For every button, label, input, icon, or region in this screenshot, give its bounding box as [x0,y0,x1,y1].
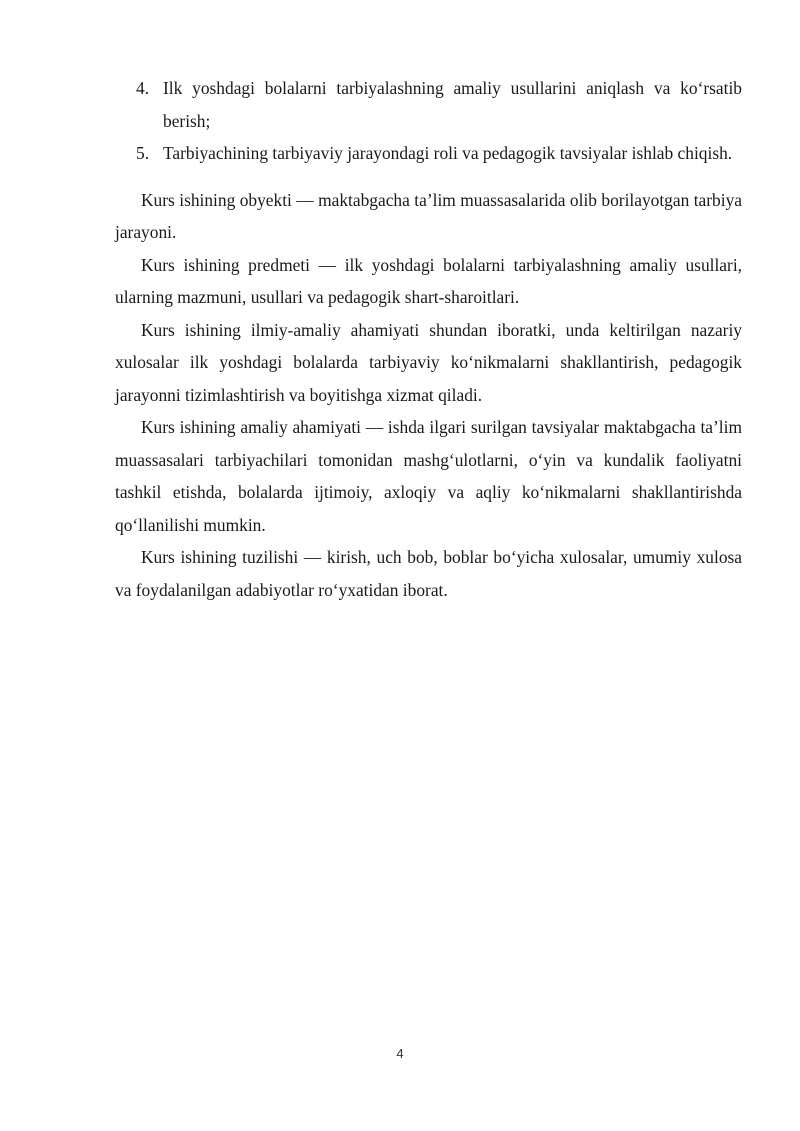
paragraph-scientific-significance: Kurs ishining ilmiy-amaliy ahamiyati shundan iboratki, unda keltirilgan nazariy xulosalar ilk yoshdagi bolalarda tarbiyaviy ko‘nikmalarni shakllantirish, pedagogik jarayonni tizimlashtirish va boyitishga xizmat qiladi. [115,319,742,405]
task-list [115,72,742,170]
page-content [115,72,742,606]
paragraph-structure: Kurs ishining tuzilishi — kirish, uch bob, boblar bo‘yicha xulosalar, umumiy xulosa va foydalanilgan adabiyotlar ro‘yxatidan iborat. [115,547,742,600]
paragraph-subject: Kurs ishining predmeti — ilk yoshdagi bolalarni tarbiyalashning amaliy usullari, ularning mazmuni, usullari va pedagogik shart-sharoitlari. [115,254,742,307]
list-item-text: Tarbiyachining tarbiyaviy jarayondagi roli va pedagogik tavsiyalar ishlab chiqish. [163,143,733,163]
list-item-text: Ilk yoshdagi bolalarni tarbiyalashning amaliy usullarini aniqlash va ko‘rsatib berish; [163,78,742,131]
list-item-number: 5. [136,143,150,163]
list-item-number: 4. [136,78,150,98]
paragraph-object: Kurs ishining obyekti — maktabgacha ta’lim muassasalarida olib borilayotgan tarbiya jarayoni. [115,189,742,242]
list-item [115,72,742,137]
page-number: 4 [396,1046,404,1061]
list-item [115,137,742,170]
paragraph-practical-significance: Kurs ishining amaliy ahamiyati — ishda ilgari surilgan tavsiyalar maktabgacha ta’lim muassasalari tarbiyachilari tomonidan mashg‘ulotlarni, o‘yin va kundalik faoliyatni tashkil etishda, bolalarda ijtimoiy, axloqiy va aqliy ko‘nikmalarni shakllantirishda qo‘llanilishi mumkin. [115,417,742,535]
spacer [115,170,742,184]
